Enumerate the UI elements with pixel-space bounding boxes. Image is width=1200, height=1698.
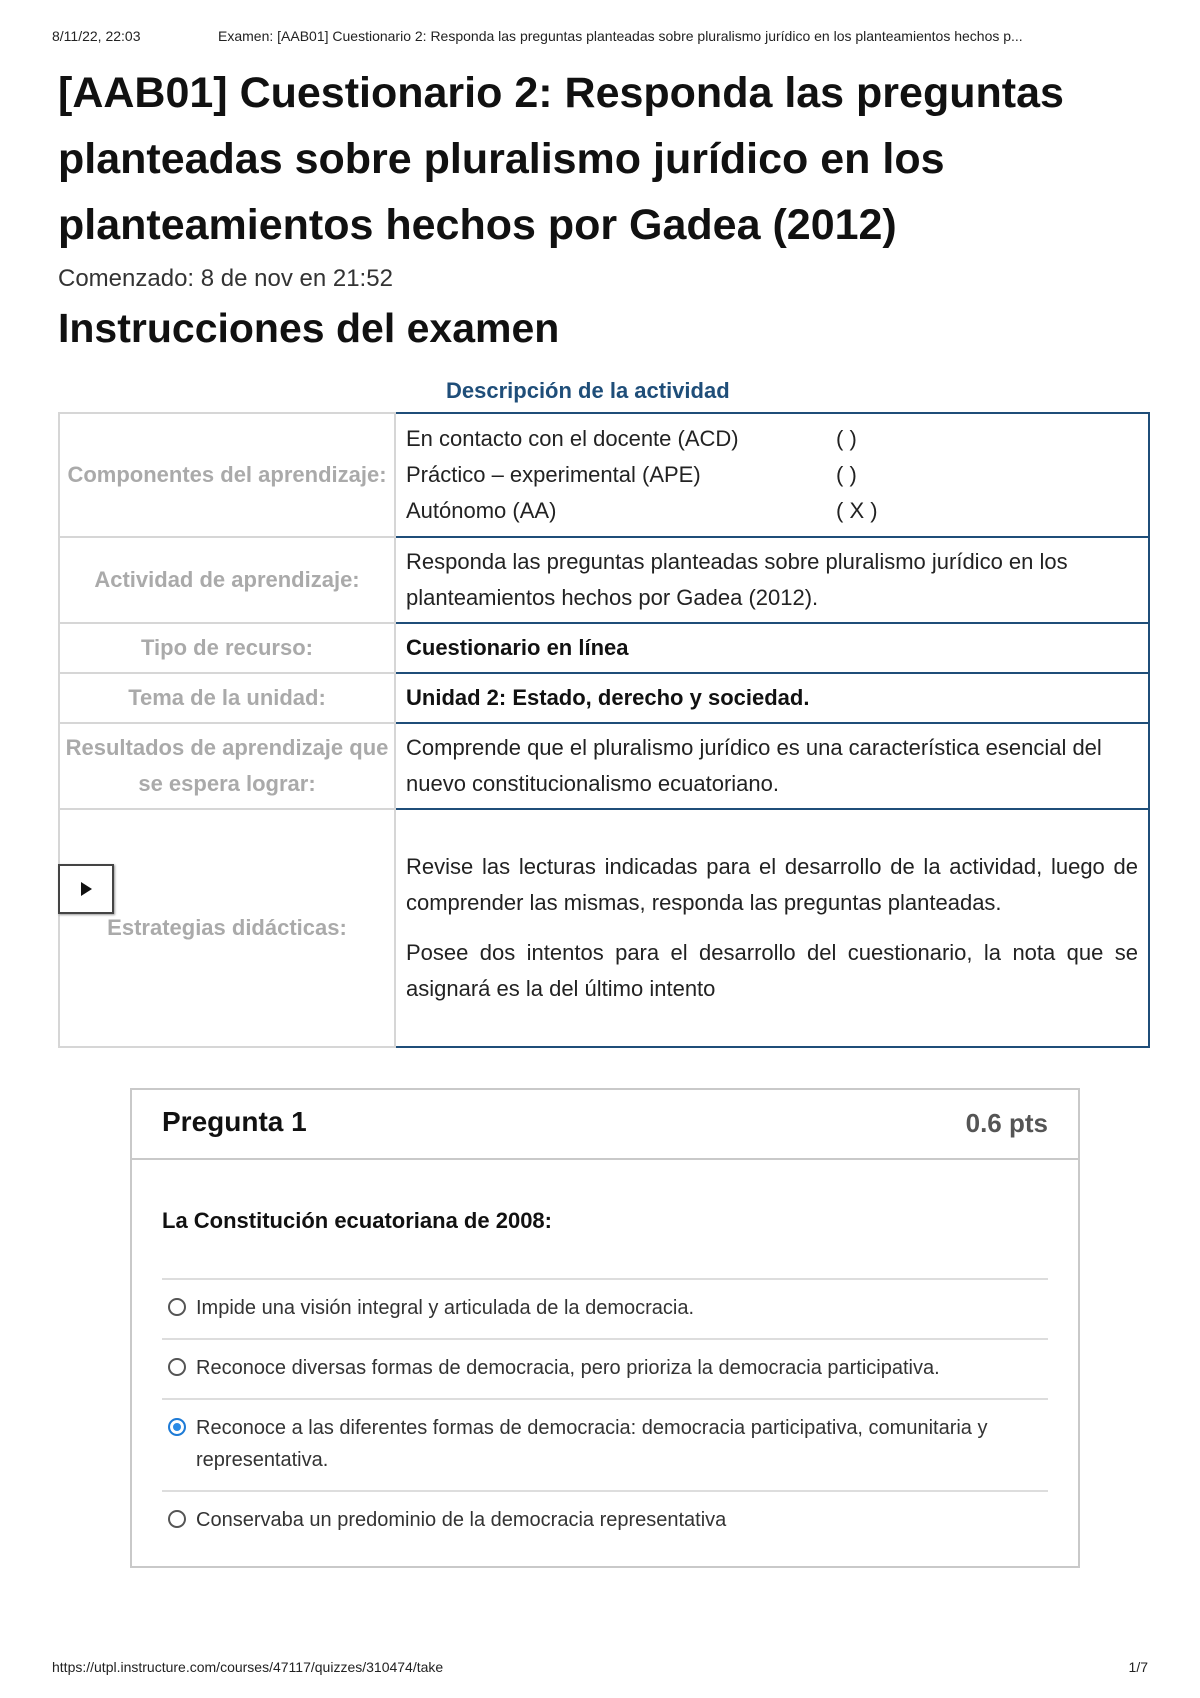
strategies-label: Estrategias didácticas: — [59, 809, 395, 1047]
print-url: https://utpl.instructure.com/courses/47117/quizzes/310474/take — [52, 1659, 444, 1675]
question-card — [130, 1088, 1080, 1568]
activity-table — [58, 412, 1150, 1048]
answer-option[interactable] — [162, 1338, 1048, 1398]
resource-type-label: Tipo de recurso: — [59, 623, 395, 673]
answer-label: Conservaba un predominio de la democracia representativa — [196, 1509, 727, 1531]
results-value: Comprende que el pluralismo jurídico es una característica esencial del nuevo constitucionalismo ecuatoriano. — [395, 723, 1149, 809]
radio-button[interactable] — [168, 1298, 186, 1316]
radio-button[interactable] — [168, 1510, 186, 1528]
answer-list — [162, 1278, 1048, 1550]
strategies-paragraph: Revise las lecturas indicadas para el desarrollo de la actividad, luego de comprender las mismas, responda las preguntas planteadas. — [406, 854, 1138, 915]
learning-activity-value: Responda las preguntas planteadas sobre pluralismo jurídico en los planteamientos hechos por Gadea (2012). — [395, 537, 1149, 623]
component-name: Práctico – experimental (APE) — [406, 462, 701, 487]
activity-description-heading: Descripción de la actividad — [446, 378, 730, 403]
started-timestamp: Comenzado: 8 de nov en 21:52 — [58, 265, 393, 292]
results-label: Resultados de aprendizaje que se espera lograr: — [59, 723, 395, 809]
components-label: Componentes del aprendizaje: — [59, 413, 395, 537]
question-text: La Constitución ecuatoriana de 2008: — [162, 1208, 552, 1233]
radio-button-selected[interactable] — [168, 1418, 186, 1436]
strategies-row — [59, 809, 1149, 1047]
page-title: [AAB01] Cuestionario 2: Responda las preguntas planteadas sobre pluralismo jurídico en los planteamientos hechos por Gadea (2012) — [58, 69, 1064, 249]
strategies-value — [395, 809, 1149, 1047]
component-mark: ( ) — [836, 426, 857, 451]
question-points: 0.6 pts — [965, 1108, 1048, 1138]
learning-activity-label: Actividad de aprendizaje: — [59, 537, 395, 623]
component-name: Autónomo (AA) — [406, 498, 557, 523]
question-title: Pregunta 1 — [162, 1106, 307, 1137]
component-mark: ( ) — [836, 462, 857, 487]
print-page-number: 1/7 — [1128, 1659, 1148, 1675]
radio-button[interactable] — [168, 1358, 186, 1376]
answer-option-selected[interactable] — [162, 1398, 1048, 1490]
print-header — [52, 28, 1148, 48]
resource-type-value: Cuestionario en línea — [395, 623, 1149, 673]
unit-topic-label: Tema de la unidad: — [59, 673, 395, 723]
answer-option[interactable] — [162, 1490, 1048, 1550]
components-row — [59, 413, 1149, 537]
unit-topic-row — [59, 673, 1149, 723]
answer-label: Impide una visión integral y articulada de la democracia. — [196, 1297, 695, 1319]
component-item — [406, 457, 1138, 493]
answer-label: Reconoce diversas formas de democracia, pero prioriza la democracia participativa. — [196, 1357, 940, 1379]
unit-topic-value: Unidad 2: Estado, derecho y sociedad. — [395, 673, 1149, 723]
media-play-button[interactable] — [58, 864, 114, 914]
print-date: 8/11/22, 22:03 — [52, 28, 141, 44]
component-item — [406, 493, 1138, 529]
strategies-paragraph: Posee dos intentos para el desarrollo del cuestionario, la nota que se asignará es la del último intento — [406, 940, 1138, 1001]
answer-label: Reconoce a las diferentes formas de democracia: democracia participativa, comunitaria y representativa. — [196, 1417, 988, 1471]
component-item — [406, 421, 1138, 457]
answer-option[interactable] — [162, 1278, 1048, 1338]
instructions-title: Instrucciones del examen — [58, 305, 560, 351]
play-icon — [81, 882, 92, 896]
print-document-title: Examen: [AAB01] Cuestionario 2: Responda las preguntas planteadas sobre pluralismo jurídico en los planteamientos hechos p... — [218, 28, 1023, 44]
components-value — [395, 413, 1149, 537]
component-mark: ( X ) — [836, 498, 878, 523]
learning-activity-row — [59, 537, 1149, 623]
question-header — [132, 1090, 1078, 1160]
component-name: En contacto con el docente (ACD) — [406, 426, 739, 451]
results-row — [59, 723, 1149, 809]
resource-type-row — [59, 623, 1149, 673]
